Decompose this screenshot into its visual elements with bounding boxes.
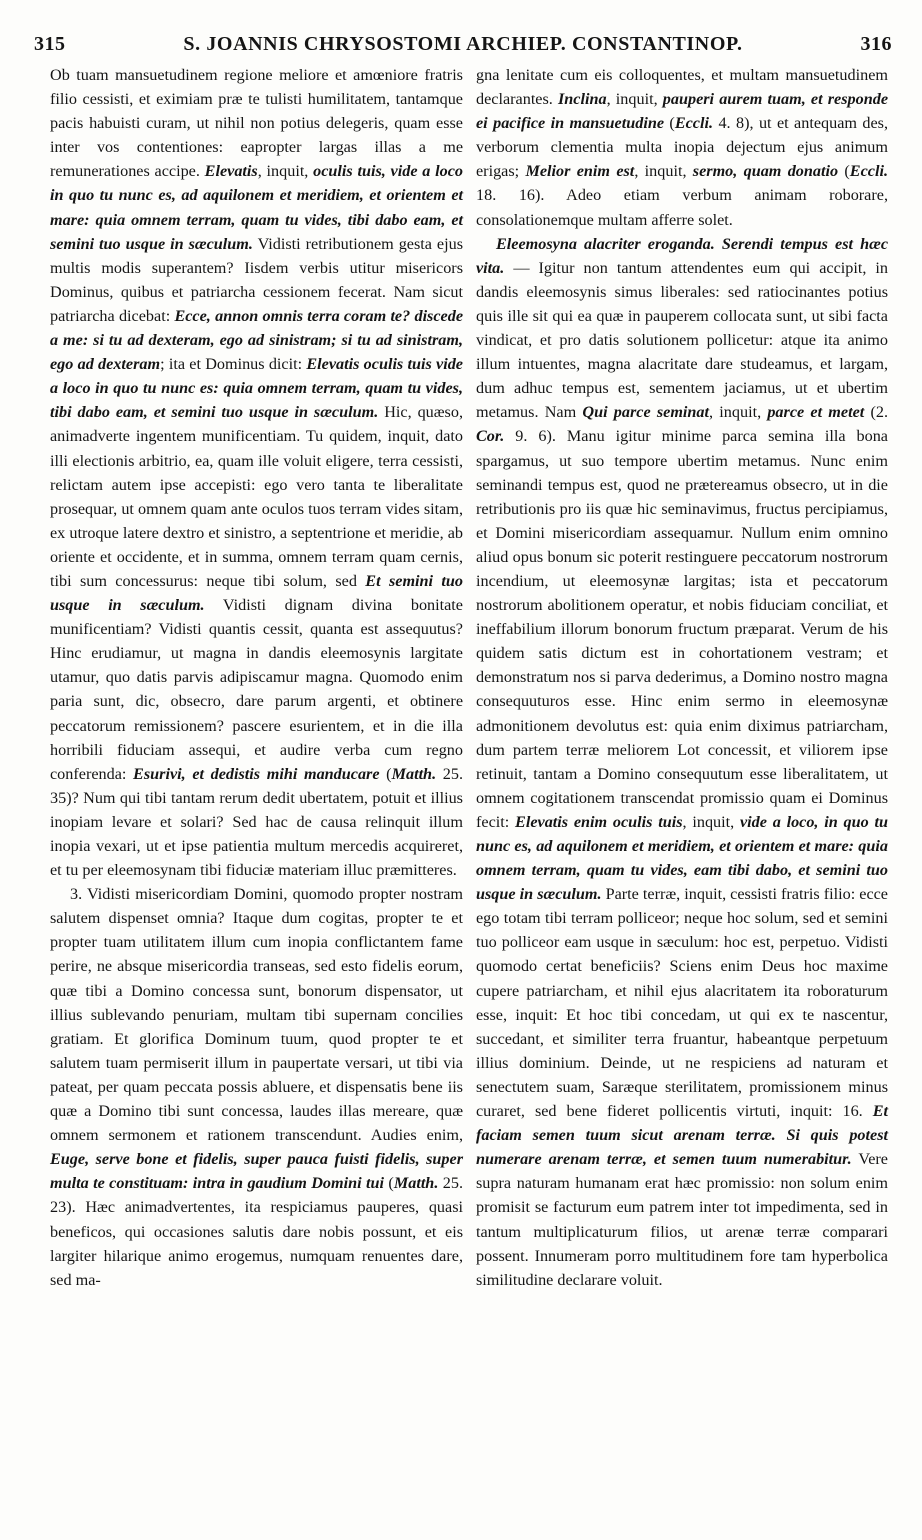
text-run: (2.	[864, 403, 888, 422]
right-column	[476, 63, 888, 1292]
text-run: , inquit,	[634, 162, 693, 181]
text-run: Vidisti dignam divina bonitate munificentiam? Vidisti quantis cessit, quanta est assequutus? Hinc erudiamur, ut magna in dandis eleemosynis largitate utamur, quo datis parvis adipiscamur magna. Quomodo enim paria sunt, dic, obsecro, dare parum argenti, et obtinere peccatorum remissionem? pascere esurientem, et in die illa horribili fiduciam assequi, et audire verba cum regno conferenda:	[50, 596, 463, 783]
italic-run: Matth.	[393, 1174, 439, 1193]
italic-run: Elevatis	[204, 162, 258, 181]
text-run: 25. 23). Hæc animadvertentes, ita respiciamus pauperes, quasi beneficos, qui occasiones salutis dare nobis possunt, et eis largiter hilarique animo erogemus, numquam renuentes dare, sed ma-	[50, 1174, 464, 1289]
italic-run: Eccli.	[674, 114, 714, 133]
text-run: (	[838, 162, 850, 181]
italic-run: Esurivi, et dedistis mihi manducare	[133, 764, 380, 783]
italic-run: parce et metet	[767, 403, 865, 422]
text-run: gna lenitate cum eis colloquentes, et multam mansuetudinem declarantes.	[476, 66, 888, 109]
italic-run: Matth.	[391, 764, 437, 783]
italic-run: Et faciam semen tuum sicut arenam terræ. Si quis potest numerare arenam terræ, et semen tuum numerabitur.	[476, 1102, 888, 1169]
text-run: , inquit,	[682, 812, 740, 831]
italic-run: Qui parce seminat	[582, 403, 710, 422]
running-header	[34, 33, 892, 63]
italic-run: Inclina	[558, 90, 607, 109]
italic-run: pauperi aurem tuam, et responde ei pacifice in mansuetudine	[476, 90, 889, 133]
text-run: (	[664, 114, 675, 133]
italic-run: vide a loco, in quo tu nunc es, ad aquilonem et meridiem, et orientem et mare: quia omnem terram, quam tu vides, eam tibi dabo, et semini tuo usque in sæculum.	[476, 812, 888, 904]
text-run: Hic, quæso, animadverte ingentem munificentiam. Tu quidem, inquit, dato illi electionis arbitrio, ea, quam ille voluit eligere, terra cessisti, relictam autem ipse accepisti: ego vero tanta te liberalitate prosequar, ut omnem quam ante oculos tuos terram vides sitam, ex utroque latere dextro et sinistro, a septentrione et meridie, ab oriente et occidente, et in summa, omnem terram quam cernis, tibi sum concessurus: neque tibi solum, sed	[50, 403, 463, 590]
text-run: Vidisti retributionem gesta ejus multis modis superantem? Iisdem verbis utitur misericors Dominus, quibus et patriarcha cessionem fecerat. Nam sicut patriarcha dicebat:	[50, 234, 463, 325]
text-run: 3. Vidisti misericordiam Domini, quomodo propter nostram salutem dispenset omnia? Itaque dum cogitas, propter te et propter tuam utilitatem illum cum inopia conflictantem fame perire, ne absque misericordia transeas, sed esto fidelis eorum, quæ tibi a Domino concessa sunt, bonorum dispensator, ut illius sublevando penuriam, multam tibi supernam concilies gratiam. Et glorifica Dominum tuum, quod propter te et salutem tuam permiserit illum in paupertate versari, ut tibi via pateat, per quam peccata possis abluere, et dispensatis bene iis quæ a Domino tibi sunt concessa, laudes illas mereare, quæ omnem sermonem et rationem transcendunt. Audies enim,	[50, 885, 463, 1145]
text-run: (	[379, 764, 392, 783]
paragraph	[476, 232, 888, 1292]
text-run: (	[384, 1174, 394, 1193]
italic-run: Eleemosyna alacriter eroganda. Serendi tempus est hæc vita.	[476, 234, 888, 277]
paragraph	[50, 63, 463, 882]
italic-run: Elevatis enim oculis tuis	[515, 812, 683, 831]
text-run: 4. 8), ut et antequam des, verborum clementia multa inopia dejectum ejus animum erigas;	[476, 114, 889, 181]
text-run: 18. 16). Adeo etiam verbum animam roborare, consolationemque multam afferre solet.	[476, 186, 888, 229]
paragraph	[50, 882, 463, 1292]
text-run: , inquit,	[709, 403, 768, 422]
italic-run: Elevatis oculis tuis vide a loco in quo tu nunc es: quia omnem terram, quam tu vides, tibi dabo eam, et semini tuo usque in sæculum.	[50, 355, 463, 422]
text-run: Vere supra naturam humanam erat hæc promissio: non solum enim promisit se facturum eum patrem inter tot impedimenta, sed in tantum multiplicaturum filios, ut arenæ terræ comparari possent. Innumeram porro multitudinem fore tam hyperbolica similitudine declarare voluit.	[476, 1150, 888, 1289]
text-run: Ob tuam mansuetudinem regione meliore et amœniore fratris filio cessisti, et eximiam præ te tulisti humilitatem, tantamque pacis habuisti curam, ut nihil non potius delegeris, quam esse inter vos contentiones: eapropter largas illas a me remunerationes accipe.	[50, 66, 463, 181]
page-number-right: 316	[860, 33, 892, 55]
text-run: 9. 6). Manu igitur minime parca semina illa bona spargamus, ut suo tempore ubertim metamus. Nunc enim seminandi tempus est, quod ne prætereamus obsecro, ut in die retributionis pro iis quæ hic seminavimus, fructus percipiamus, et Domini misericordiam assequamur. Nullum enim omnino aliud opus bonum sic poterit restinguere peccatorum nostrorum incendium, ut eleemosynæ largitas; ista et peccatorum nostrorum abolitionem operatur, et nobis fiduciam conciliat, et ineffabilium illorum bonorum fructum præparat. Verum de his quidem satis dictum est in cohortationem vestram; et demonstratum nos si parva dederimus, a Domino nostro magna consequuturos esse. Hinc enim sermo in eleemosynæ admonitionem devolutus est: quia enim diximus patriarcham, dum partem terræ meliorem Lot concessit, et viliorem ipse retinuit, tantam a Domino consequutum esse liberalitatem, ut omnem cogitationem transcendat promissio quam ei Dominus fecit:	[476, 427, 888, 831]
running-title: S. JOANNIS CHRYSOSTOMI ARCHIEP. CONSTANTINOP.	[183, 33, 743, 55]
italic-run: Eccli.	[849, 162, 889, 181]
text-run: 25. 35)? Num qui tibi tantam rerum dedit ubertatem, potuit et illius inopiam levare et solari? Sed hac de causa relinquit illum inopia vexari, ut et ipse patientia multum mercedis acquireret, et tu per eleemosynam tibi fiduciæ materiam illuc præmitteres.	[50, 764, 464, 880]
text-run: Parte terræ, inquit, cessisti fratris filio: ecce ego totam tibi terram polliceor; neque hoc solum, sed et semini tuo polliceor eam usque in sæculum: hoc est, perpetuo. Vidisti quomodo certat beneficiis? Sciens enim Deus hoc maxime cupere patriarcham, et nihil ejus alacritatem ita roboraturum esse, inquit: Et hoc tibi concedam, ut qui ex te nascentur, succedant, et similiter terra fruantur, habeantque perpetuum illius dominium. Deinde, ut ne respiciens ad naturam et senectutem suam, Saræque sterilitatem, promissionem minus curaret, sed bene fideret pollicentis virtuti, inquit: 16.	[476, 885, 888, 1121]
italic-run: oculis tuis, vide a loco in quo tu nunc es, ad aquilonem et meridiem, et orientem et mare: quia omnem terram, quam tu vides, tibi dabo eam, et semini tuo usque in sæculum.	[50, 162, 463, 253]
text-run: , inquit,	[257, 162, 314, 181]
italic-run: Et semini tuo usque in sæculum.	[50, 571, 463, 615]
left-column	[50, 63, 463, 1292]
text-run: — Igitur non tantum attendentes eum qui accipit, in dandis eleemosynis simus liberales: sed ratiocinantes potius quis ille sit qui ea quæ in pauperem collocata sunt, ut sibi facta vindicat, et pro datis solutionem pollicetur: atque ita animo illum intuentes, magna alacritate dare studeamus, et largam, dum adhuc tempus est, sementem jaciamus, ut et ubertim metamus. Nam	[476, 258, 888, 422]
italic-run: Cor.	[476, 427, 505, 446]
italic-run: Ecce, annon omnis terra coram te? discede a me: si tu ad dexteram, ego ad sinistram; si tu ad sinistram, ego ad dexteram	[50, 306, 464, 374]
page-number-left: 315	[34, 33, 66, 55]
italic-run: sermo, quam donatio	[692, 162, 839, 181]
text-run: , inquit,	[606, 90, 663, 109]
italic-run: Euge, serve bone et fidelis, super pauca fuisti fidelis, super multa te constituam: intra in gaudium Domini tui	[50, 1150, 463, 1193]
paragraph	[476, 63, 888, 232]
italic-run: Melior enim est	[525, 162, 635, 181]
text-run: ; ita et Dominus dicit:	[160, 355, 307, 374]
